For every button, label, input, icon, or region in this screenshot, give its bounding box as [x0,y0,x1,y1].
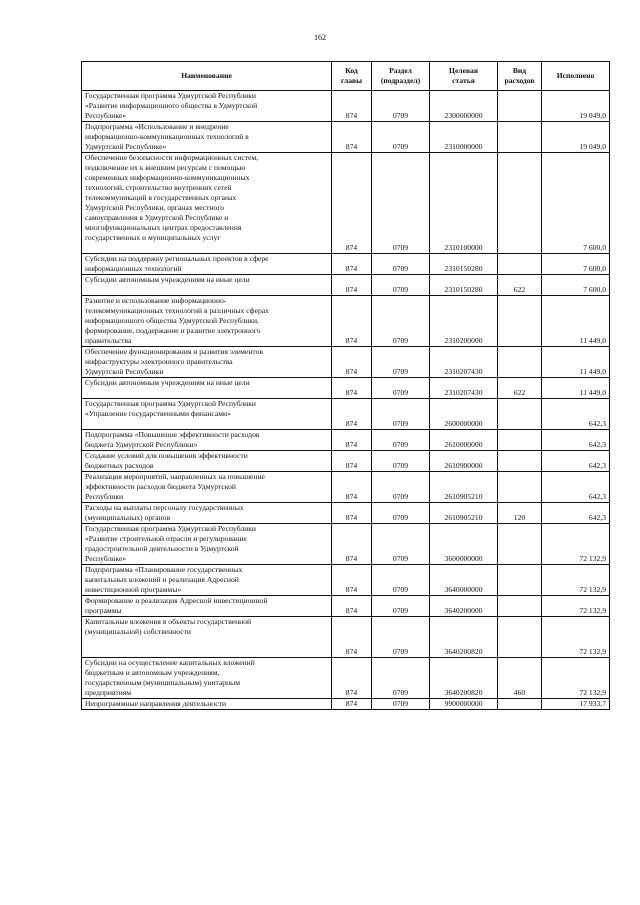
row-target: 2300000000 [430,91,498,122]
row-code: 874 [332,275,372,296]
row-amount: 72 132,9 [542,617,610,658]
header-code-line-2: главы [340,76,363,85]
row-amount: 72 132,9 [542,524,610,565]
row-section: 0709 [372,296,430,347]
row-name-line: Капитальные вложения в объекты государственной [85,617,252,626]
row-type [498,617,542,658]
row-amount: 72 132,9 [542,658,610,699]
page-number: 162 [314,33,326,42]
table-row [82,565,610,596]
row-name-line: информационного общества Удмуртской Республики, [85,316,259,325]
row-name-line [85,243,328,253]
table-row [82,472,610,503]
table-row [82,153,610,254]
row-name-line: Расходы на выплаты персоналу государственных [85,503,244,512]
row-section: 0709 [372,699,430,710]
row-name-line: самоуправления в Удмуртской Республике и [85,213,229,222]
table-row [82,399,610,430]
header-name: Наименование [82,62,332,91]
header-executed: Исполнено [542,62,610,91]
header-section [372,62,430,91]
row-amount: 642,3 [542,399,610,430]
row-code: 874 [332,296,372,347]
row-name-line: «Управление государственными финансами» [85,409,231,418]
row-name [82,399,332,430]
row-code: 874 [332,254,372,275]
row-name-line: Субсидии на осуществление капитальных вложений [85,658,255,667]
row-name-line: Непрограммные направления деятельности [85,699,227,708]
row-name [82,122,332,153]
row-name [82,275,332,296]
row-name [82,617,332,658]
row-type: 120 [498,503,542,524]
row-section: 0709 [372,347,430,378]
row-name-line: Государственная программа Удмуртской Республики [85,399,256,408]
table-row [82,524,610,565]
header-section-line-2: (подраздел) [380,76,421,85]
row-name-line: бюджетных расходов [85,461,154,470]
row-name-line: государственных и муниципальных услуг [85,233,221,242]
row-name-line [85,637,328,647]
row-section: 0709 [372,451,430,472]
row-name [82,699,332,710]
row-name [82,658,332,699]
row-code: 874 [332,658,372,699]
row-name-line: Подпрограмма «Повышение эффективности расходов [85,430,260,439]
row-name [82,296,332,347]
row-name-line: Подпрограмма «Планирование государственных [85,565,243,574]
row-type [498,430,542,451]
row-name [82,153,332,254]
row-name-line: инвестиционной программы» [85,585,182,594]
row-section: 0709 [372,378,430,399]
row-section: 0709 [372,524,430,565]
row-type [498,699,542,710]
row-amount: 11 449,0 [542,296,610,347]
row-name-line: предприятиям [85,688,132,697]
row-section: 0709 [372,91,430,122]
table-row [82,254,610,275]
row-name [82,565,332,596]
row-name-line: Удмуртской Республики, органах местного [85,203,225,212]
row-code: 874 [332,565,372,596]
row-amount: 642,3 [542,430,610,451]
row-name-line: (муниципальной) собственности [85,627,191,636]
row-name-line: «Развитие строительной отрасли и регулирование [85,534,247,543]
row-type [498,122,542,153]
row-target: 2310150280 [430,275,498,296]
row-name [82,430,332,451]
row-target: 2610905210 [430,472,498,503]
row-section: 0709 [372,275,430,296]
row-amount: 17 933,7 [542,699,610,710]
row-name [82,472,332,503]
row-target: 2310000000 [430,122,498,153]
row-amount: 642,3 [542,503,610,524]
row-name-line: Удмуртской Республике» [85,142,167,151]
row-code: 874 [332,153,372,254]
row-type [498,472,542,503]
header-target-line-1: Целевая [449,66,478,75]
row-type [498,254,542,275]
row-target: 2310207430 [430,347,498,378]
row-name-line [85,285,328,295]
row-name-line: Развитие и использование информационно- [85,296,227,305]
row-section: 0709 [372,596,430,617]
row-type: 460 [498,658,542,699]
row-name-line: Субсидии на поддержку региональных проектов в сфере [85,254,269,263]
row-name-line [85,647,328,657]
row-type [498,565,542,596]
row-name [82,503,332,524]
row-name-line: программы [85,606,122,615]
table-row [82,617,610,658]
row-name-line: Субсидии автономным учреждениям на иные цели [85,378,250,387]
row-name [82,91,332,122]
header-target-line-2: статья [452,76,475,85]
table-row [82,451,610,472]
row-name [82,524,332,565]
header-type-line-2: расходов [504,76,535,85]
row-name-line: информационных технологий [85,264,182,273]
row-name-line: современных информационно-коммуникационных [85,173,250,182]
row-name [82,596,332,617]
row-code: 874 [332,451,372,472]
row-type [498,451,542,472]
table-row [82,378,610,399]
row-type: 622 [498,275,542,296]
row-name-line: технологий, строительство внутренних сетей [85,183,232,192]
row-name-line: Обеспечение безопасности информационных систем, [85,153,259,162]
row-type [498,153,542,254]
row-name [82,347,332,378]
row-name-line: бюджетным и автономным учреждениям, [85,668,220,677]
row-amount: 7 600,0 [542,153,610,254]
row-section: 0709 [372,565,430,596]
row-target: 3600000000 [430,524,498,565]
row-name-line: правительства [85,336,132,345]
row-code: 874 [332,430,372,451]
row-name-line: Государственная программа Удмуртской Республики [85,524,256,533]
row-name-line: Реализация мероприятий, направленных на повышение [85,472,265,481]
row-name-line: Удмуртской Республики [85,367,164,376]
row-name-line: градостроительной деятельности в Удмуртской [85,544,239,553]
row-code: 874 [332,503,372,524]
row-section: 0709 [372,254,430,275]
row-target: 2610900000 [430,451,498,472]
row-code: 874 [332,617,372,658]
row-name-line: телекоммуникационных технологий в различных сферах [85,306,269,315]
row-name-line [85,388,328,398]
row-name [82,254,332,275]
row-name-line: «Развитие информационного общества в Удмуртской [85,101,258,110]
row-section: 0709 [372,153,430,254]
row-name-line: Обеспечение функционирования и развития элементов [85,347,263,356]
row-name-line: подключение их к внешним ресурсам с помощью [85,163,246,172]
table-row [82,347,610,378]
row-code: 874 [332,91,372,122]
row-type [498,524,542,565]
row-amount: 7 600,0 [542,275,610,296]
row-code: 874 [332,378,372,399]
row-code: 874 [332,524,372,565]
row-target: 2600000000 [430,399,498,430]
row-target: 2610000000 [430,430,498,451]
budget-table [81,61,610,710]
row-name [82,451,332,472]
row-type [498,596,542,617]
row-name-line: Государственная программа Удмуртской Республики [85,91,256,100]
row-target: 2310207430 [430,378,498,399]
row-name-line: Формирование и реализация Адресной инвестиционной [85,596,268,605]
table-row [82,122,610,153]
row-section: 0709 [372,617,430,658]
row-name-line: телекоммуникаций в государственных органах [85,193,237,202]
row-amount: 642,3 [542,472,610,503]
row-type [498,91,542,122]
table-row [82,596,610,617]
row-name-line: Создание условий для повышения эффективности [85,451,248,460]
row-name [82,378,332,399]
table-row [82,658,610,699]
table-row [82,91,610,122]
row-name-line: инфраструктуры электронного правительства [85,357,233,366]
row-target: 2610905210 [430,503,498,524]
row-section: 0709 [372,430,430,451]
row-name-line: государственным (муниципальным) унитарным [85,678,241,687]
row-target: 2310100000 [430,153,498,254]
row-type [498,296,542,347]
row-code: 874 [332,596,372,617]
row-code: 874 [332,472,372,503]
row-name-line [85,419,328,429]
row-section: 0709 [372,503,430,524]
row-amount: 11 449,0 [542,347,610,378]
row-target: 3640000000 [430,565,498,596]
table-row [82,296,610,347]
row-target: 3640200000 [430,596,498,617]
header-code-line-1: Код [345,66,358,75]
row-amount: 72 132,9 [542,565,610,596]
row-code: 874 [332,347,372,378]
row-target: 2310150280 [430,254,498,275]
row-name-line: Республики [85,492,124,501]
table-header-row [82,62,610,91]
row-amount: 72 132,9 [542,596,610,617]
table-row [82,275,610,296]
header-target [430,62,498,91]
header-type-line-1: Вид [512,66,527,75]
row-name-line: Республике» [85,111,127,120]
table-row [82,503,610,524]
table-row [82,430,610,451]
row-section: 0709 [372,122,430,153]
row-amount: 642,3 [542,451,610,472]
row-code: 874 [332,399,372,430]
row-type [498,347,542,378]
row-section: 0709 [372,399,430,430]
row-target: 3640200820 [430,658,498,699]
row-name-line: (муниципальных) органов [85,513,171,522]
row-type [498,399,542,430]
row-name-line: многофункциональных центрах предоставления [85,223,242,232]
row-amount: 19 049,0 [542,122,610,153]
row-section: 0709 [372,472,430,503]
row-target: 3640200820 [430,617,498,658]
row-target: 9900000000 [430,699,498,710]
table-row [82,699,610,710]
row-name-line: Республике» [85,554,127,563]
row-name-line: информационно-коммуникационных технологий в [85,132,249,141]
row-name-line: бюджета Удмуртской Республики» [85,440,198,449]
row-target: 2310200000 [430,296,498,347]
row-name-line: капитальных вложений и реализация Адресной [85,575,239,584]
row-name-line: Субсидии автономным учреждениям на иные цели [85,275,250,284]
row-name-line: формирование, поддержание и развитие электронного [85,326,261,335]
row-code: 874 [332,122,372,153]
row-amount: 19 049,0 [542,91,610,122]
row-name-line: Подпрограмма «Использование и внедрение [85,122,229,131]
row-type: 622 [498,378,542,399]
header-code [332,62,372,91]
header-type [498,62,542,91]
header-section-line-1: Раздел [389,66,412,75]
row-code: 874 [332,699,372,710]
row-amount: 11 449,0 [542,378,610,399]
row-name-line: эффективности расходов бюджета Удмуртской [85,482,236,491]
row-amount: 7 600,0 [542,254,610,275]
row-section: 0709 [372,658,430,699]
